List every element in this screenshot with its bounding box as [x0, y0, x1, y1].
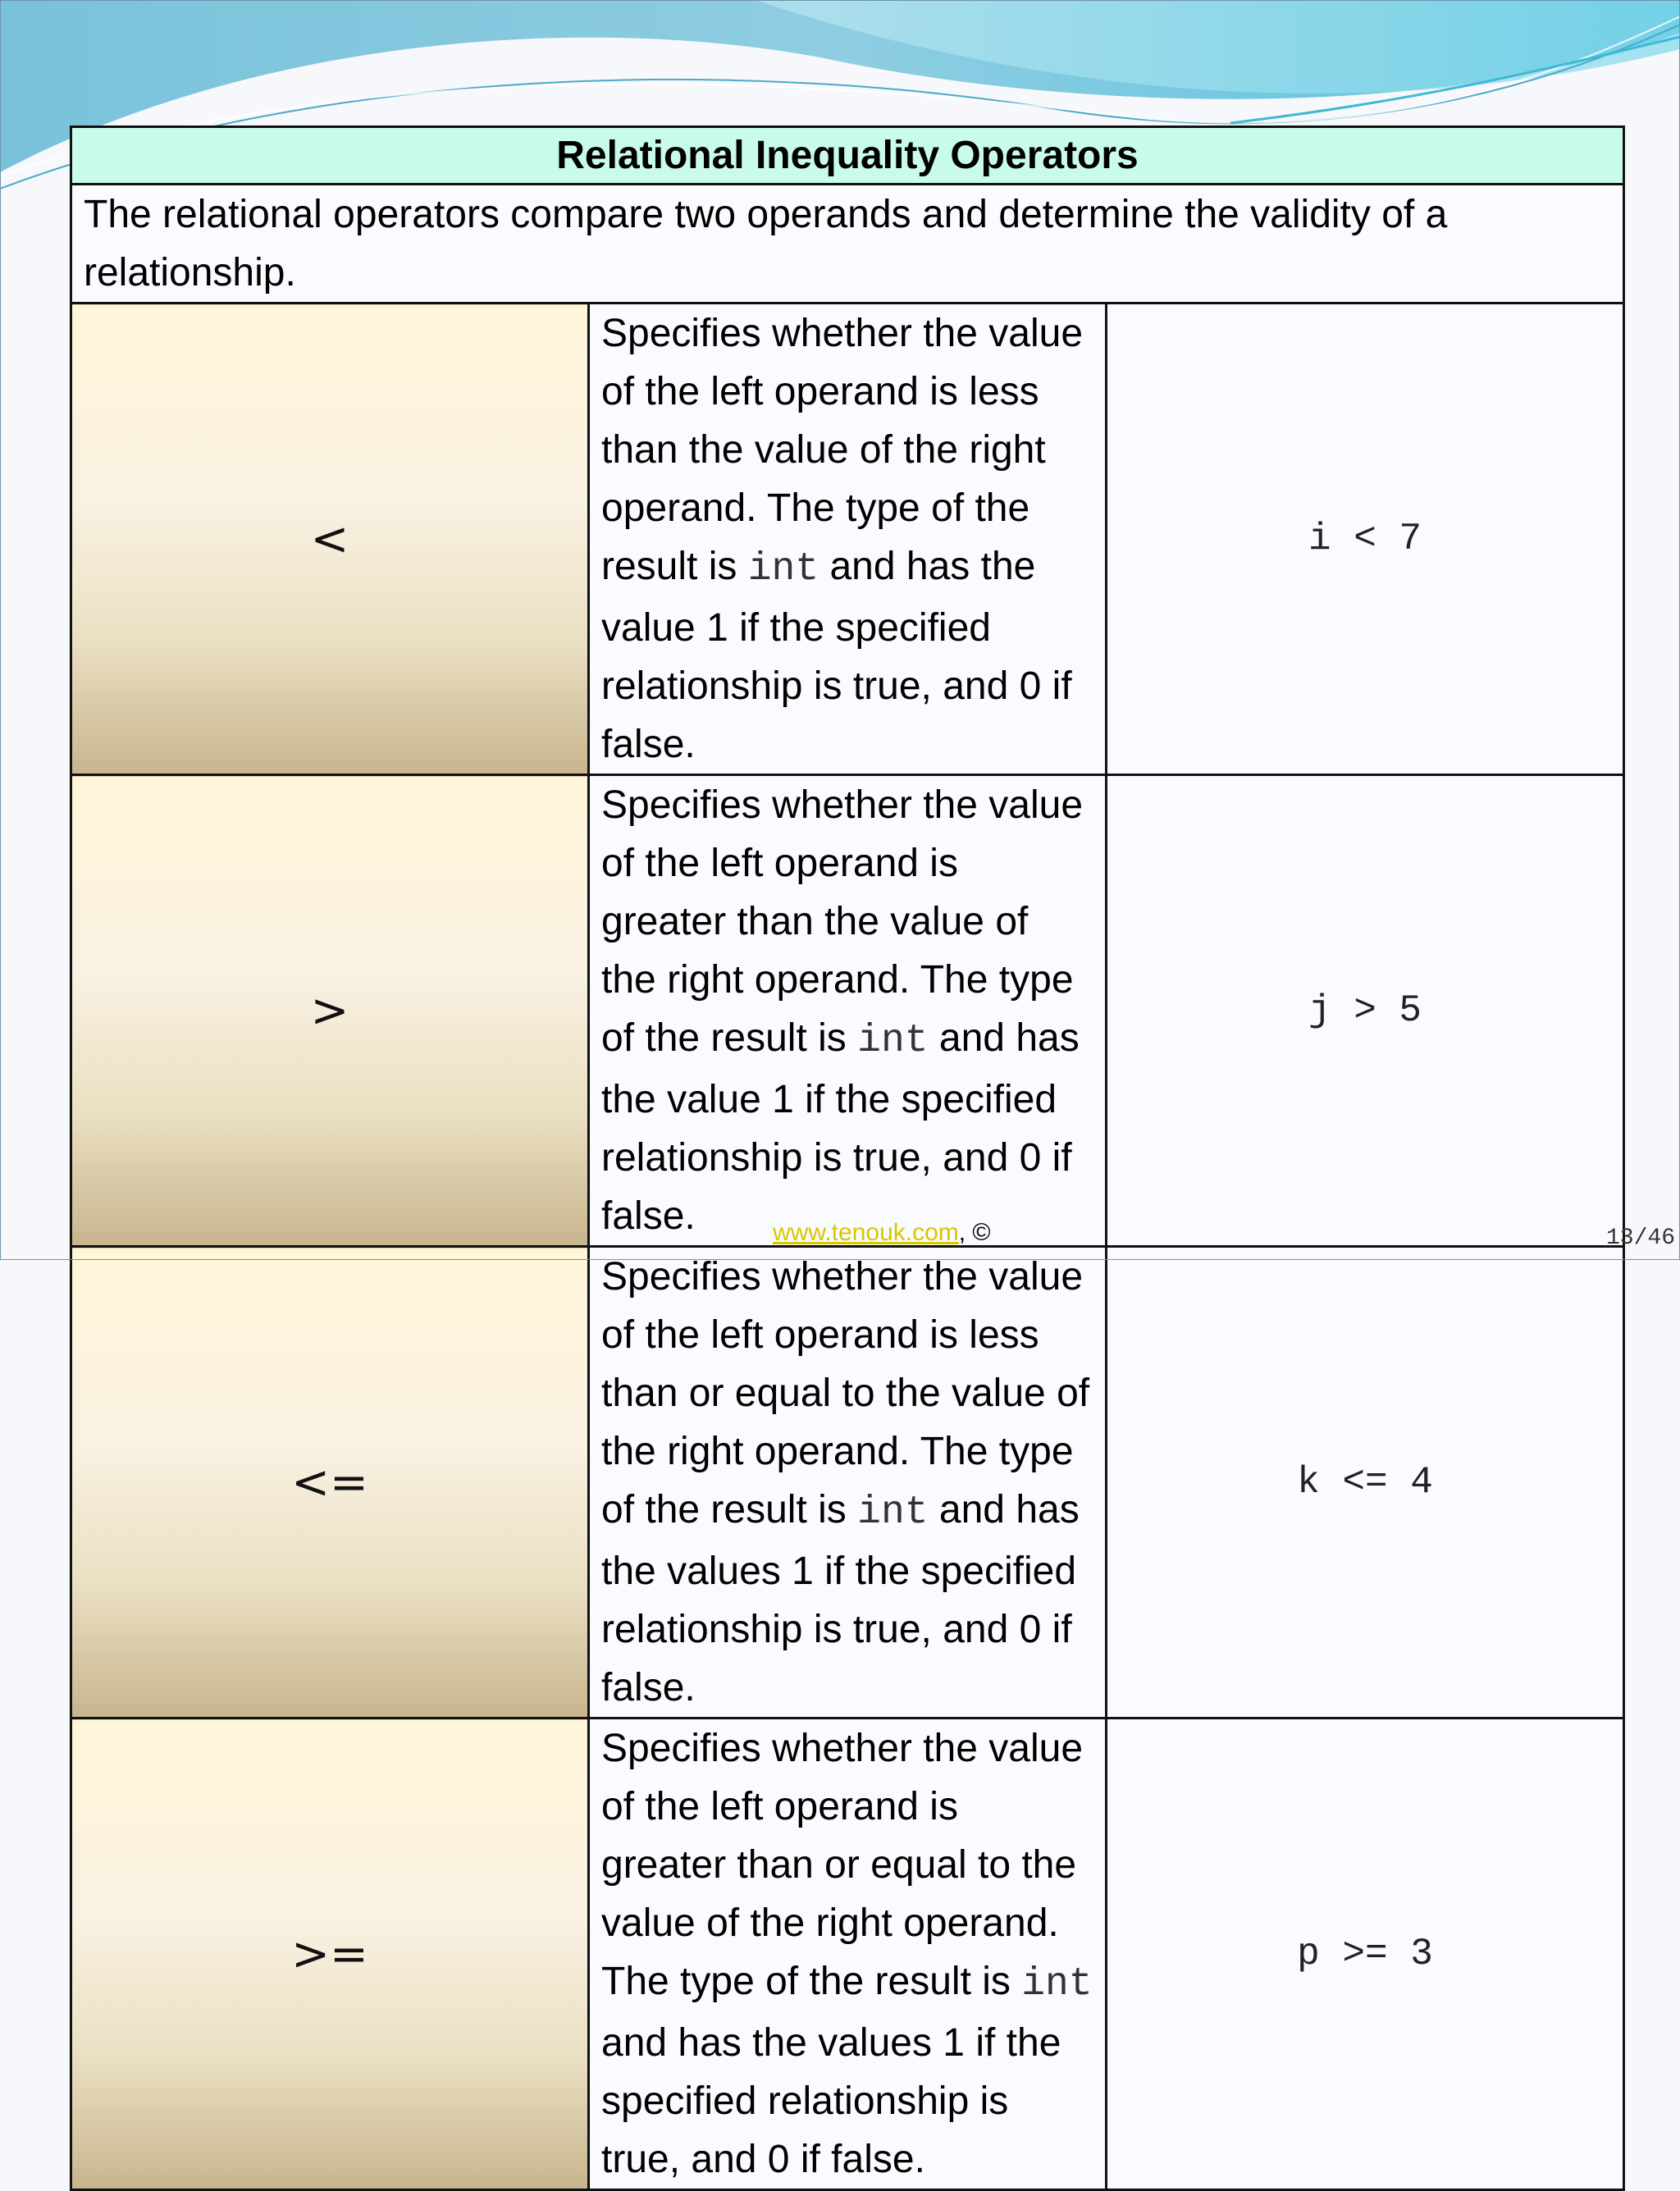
- operator-row-less-equal: [71, 1247, 1624, 1719]
- footer-link[interactable]: www.tenouk.com: [773, 1219, 959, 1246]
- operators-table: [70, 126, 1625, 2191]
- operator-example: i < 7: [1107, 304, 1624, 775]
- description-text: and has the values 1 if the specified relationship is true, and 0 if false.: [601, 1488, 1080, 1709]
- description-text: Specifies whether the value of the left operand is less than or equal to the value of the right operand. The type of the result is: [601, 1255, 1090, 1531]
- operator-row-greater-than: [71, 775, 1624, 1247]
- operator-example: p >= 3: [1107, 1719, 1624, 2190]
- operator-symbol: >=: [71, 1719, 589, 2190]
- operator-symbol: <: [71, 304, 589, 775]
- description-text: Specifies whether the value of the left operand is less than the value of the right operand. The type of the result is: [601, 312, 1084, 588]
- operator-example: j > 5: [1107, 775, 1624, 1247]
- operator-symbol: <=: [71, 1247, 589, 1719]
- code-keyword: int: [747, 547, 819, 591]
- operator-example: k <= 4: [1107, 1247, 1624, 1719]
- description-text: and has the value 1 if the specified relationship is true, and 0 if false.: [601, 1016, 1080, 1238]
- description-text: and has the value 1 if the specified relationship is true, and 0 if false.: [601, 545, 1072, 766]
- code-keyword: int: [857, 1490, 929, 1535]
- description-text: Specifies whether the value of the left operand is greater than the value of the right operand. The type of the result is: [601, 783, 1084, 1060]
- description-text: Specifies whether the value of the left operand is greater than or equal to the value of the right operand. The type of the result is: [601, 1727, 1084, 2003]
- footer: [773, 1219, 991, 1247]
- title-row: [71, 127, 1624, 185]
- operator-symbol: >: [71, 775, 589, 1247]
- copyright-text: , ©: [958, 1219, 991, 1246]
- code-keyword: int: [857, 1019, 929, 1063]
- slide-title: Relational Inequality Operators: [71, 127, 1624, 185]
- operator-description: [589, 304, 1107, 775]
- intro-text: The relational operators compare two operands and determine the validity of a relationship.: [71, 185, 1624, 304]
- operator-description: [589, 775, 1107, 1247]
- code-keyword: int: [1021, 1962, 1093, 2006]
- operator-row-greater-equal: [71, 1719, 1624, 2190]
- intro-row: [71, 185, 1624, 304]
- operator-row-less-than: [71, 304, 1624, 775]
- operator-description: [589, 1719, 1107, 2190]
- description-text: and has the values 1 if the specified relationship is true, and 0 if false.: [601, 2021, 1061, 2181]
- page-number: 13/46: [1605, 1226, 1675, 1251]
- operator-description: [589, 1247, 1107, 1719]
